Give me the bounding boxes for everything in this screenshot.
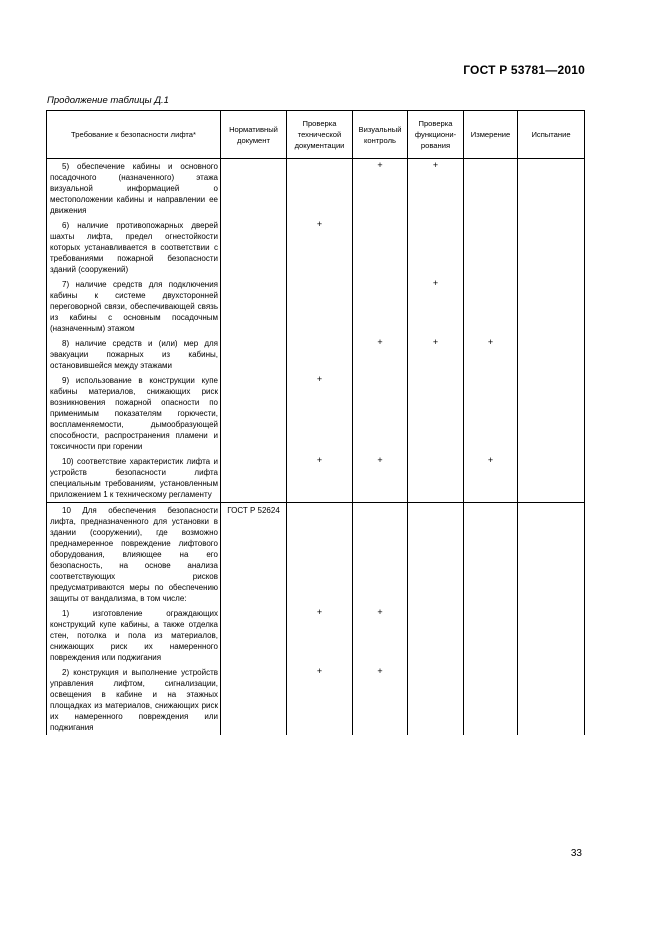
column-header-measurement: Измерение	[464, 111, 518, 159]
column-header-test: Испытание	[518, 111, 585, 159]
test-mark	[518, 454, 585, 503]
function-check-mark: +	[408, 159, 464, 219]
requirement-cell: 10) соответствие характеристик лифта и устройств безопасности лифта специальным требованиям, установленным приложением 1 к техническому регламенту	[47, 454, 221, 503]
measurement-mark	[464, 665, 518, 735]
test-mark	[518, 277, 585, 336]
normative-document-cell	[221, 277, 287, 336]
test-mark	[518, 218, 585, 277]
documentation-check-mark: +	[287, 606, 353, 665]
measurement-mark	[464, 503, 518, 607]
requirements-table	[46, 110, 585, 735]
normative-document-cell	[221, 665, 287, 735]
measurement-mark: +	[464, 454, 518, 503]
documentation-check-mark: +	[287, 454, 353, 503]
function-check-mark	[408, 503, 464, 607]
column-header-function-check: Проверка функциони-рования	[408, 111, 464, 159]
documentation-check-mark	[287, 277, 353, 336]
measurement-mark: +	[464, 336, 518, 373]
table-row	[47, 665, 585, 735]
document-code-header: ГОСТ Р 53781—2010	[463, 63, 585, 77]
normative-document-cell	[221, 159, 287, 219]
normative-document-cell	[221, 218, 287, 277]
column-header-requirement: Требование к безопасности лифта*	[47, 111, 221, 159]
table-row	[47, 336, 585, 373]
requirement-cell: 9) использование в конструкции купе кабины материалов, снижающих риск возникновения пожарной опасности по применимым показателям горючести, воспламеняемости, дымообразующей способности, распространения пламени и токсичности при горении	[47, 373, 221, 454]
table-row	[47, 454, 585, 503]
visual-control-mark: +	[353, 159, 408, 219]
function-check-mark	[408, 665, 464, 735]
column-header-normative-document: Нормативный документ	[221, 111, 287, 159]
normative-document-cell	[221, 606, 287, 665]
function-check-mark	[408, 606, 464, 665]
measurement-mark	[464, 373, 518, 454]
function-check-mark	[408, 454, 464, 503]
requirement-cell: 6) наличие противопожарных дверей шахты лифта, предел огнестойкости которых устанавливается в соответствии с требованиями пожарной безопасности зданий (сооружений)	[47, 218, 221, 277]
measurement-mark	[464, 218, 518, 277]
normative-document-cell	[221, 336, 287, 373]
requirement-cell: 8) наличие средств и (или) мер для эвакуации пожарных из кабины, остановившейся между этажами	[47, 336, 221, 373]
visual-control-mark: +	[353, 665, 408, 735]
test-mark	[518, 606, 585, 665]
table-row-section	[47, 503, 585, 607]
normative-document-cell	[221, 373, 287, 454]
visual-control-mark: +	[353, 606, 408, 665]
normative-document-cell: ГОСТ Р 52624	[221, 503, 287, 607]
test-mark	[518, 159, 585, 219]
function-check-mark	[408, 218, 464, 277]
function-check-mark	[408, 373, 464, 454]
table-row	[47, 606, 585, 665]
table-header-row	[47, 111, 585, 159]
column-header-visual-control: Визуальный контроль	[353, 111, 408, 159]
documentation-check-mark: +	[287, 218, 353, 277]
requirement-cell: 7) наличие средств для подключения кабины к системе двухсторонней переговорной связи, обеспечивающей связь из кабины с основным посадочным (назначенным) этажом	[47, 277, 221, 336]
table-caption: Продолжение таблицы Д.1	[47, 95, 169, 106]
requirement-cell: 1) изготовление ограждающих конструкций купе кабины, а также отделка стен, потолка и пола из материалов, снижающих риск их намеренного повреждения или поджигания	[47, 606, 221, 665]
table-row	[47, 277, 585, 336]
test-mark	[518, 373, 585, 454]
test-mark	[518, 336, 585, 373]
column-header-documentation-check: Проверка технической документации	[287, 111, 353, 159]
test-mark	[518, 503, 585, 607]
measurement-mark	[464, 606, 518, 665]
visual-control-mark	[353, 503, 408, 607]
visual-control-mark: +	[353, 454, 408, 503]
requirement-cell: 10 Для обеспечения безопасности лифта, предназначенного для установки в здании (сооружении), где возможно преднамеренное повреждение лифтового оборудования, влияющее на его безопасность, на основе анализа соответствующих рисков предусматриваются меры по обеспечению защиты от вандализма, в том числе:	[47, 503, 221, 607]
test-mark	[518, 665, 585, 735]
normative-document-cell	[221, 454, 287, 503]
requirement-cell: 5) обеспечение кабины и основного посадочного (назначенного) этажа визуальной информацией о местоположении кабины и направлении ее движения	[47, 159, 221, 219]
table-row	[47, 218, 585, 277]
documentation-check-mark	[287, 336, 353, 373]
documentation-check-mark	[287, 503, 353, 607]
table-row	[47, 373, 585, 454]
documentation-check-mark	[287, 159, 353, 219]
measurement-mark	[464, 277, 518, 336]
visual-control-mark	[353, 218, 408, 277]
documentation-check-mark: +	[287, 665, 353, 735]
table-row	[47, 159, 585, 219]
requirement-cell: 2) конструкция и выполнение устройств управления лифтом, сигнализации, освещения в кабине и на этажных площадках из материалов, снижающих риск их намеренного повреждения или поджигания	[47, 665, 221, 735]
function-check-mark: +	[408, 336, 464, 373]
page-number: 33	[570, 848, 582, 859]
measurement-mark	[464, 159, 518, 219]
visual-control-mark	[353, 373, 408, 454]
visual-control-mark: +	[353, 336, 408, 373]
function-check-mark: +	[408, 277, 464, 336]
visual-control-mark	[353, 277, 408, 336]
documentation-check-mark: +	[287, 373, 353, 454]
